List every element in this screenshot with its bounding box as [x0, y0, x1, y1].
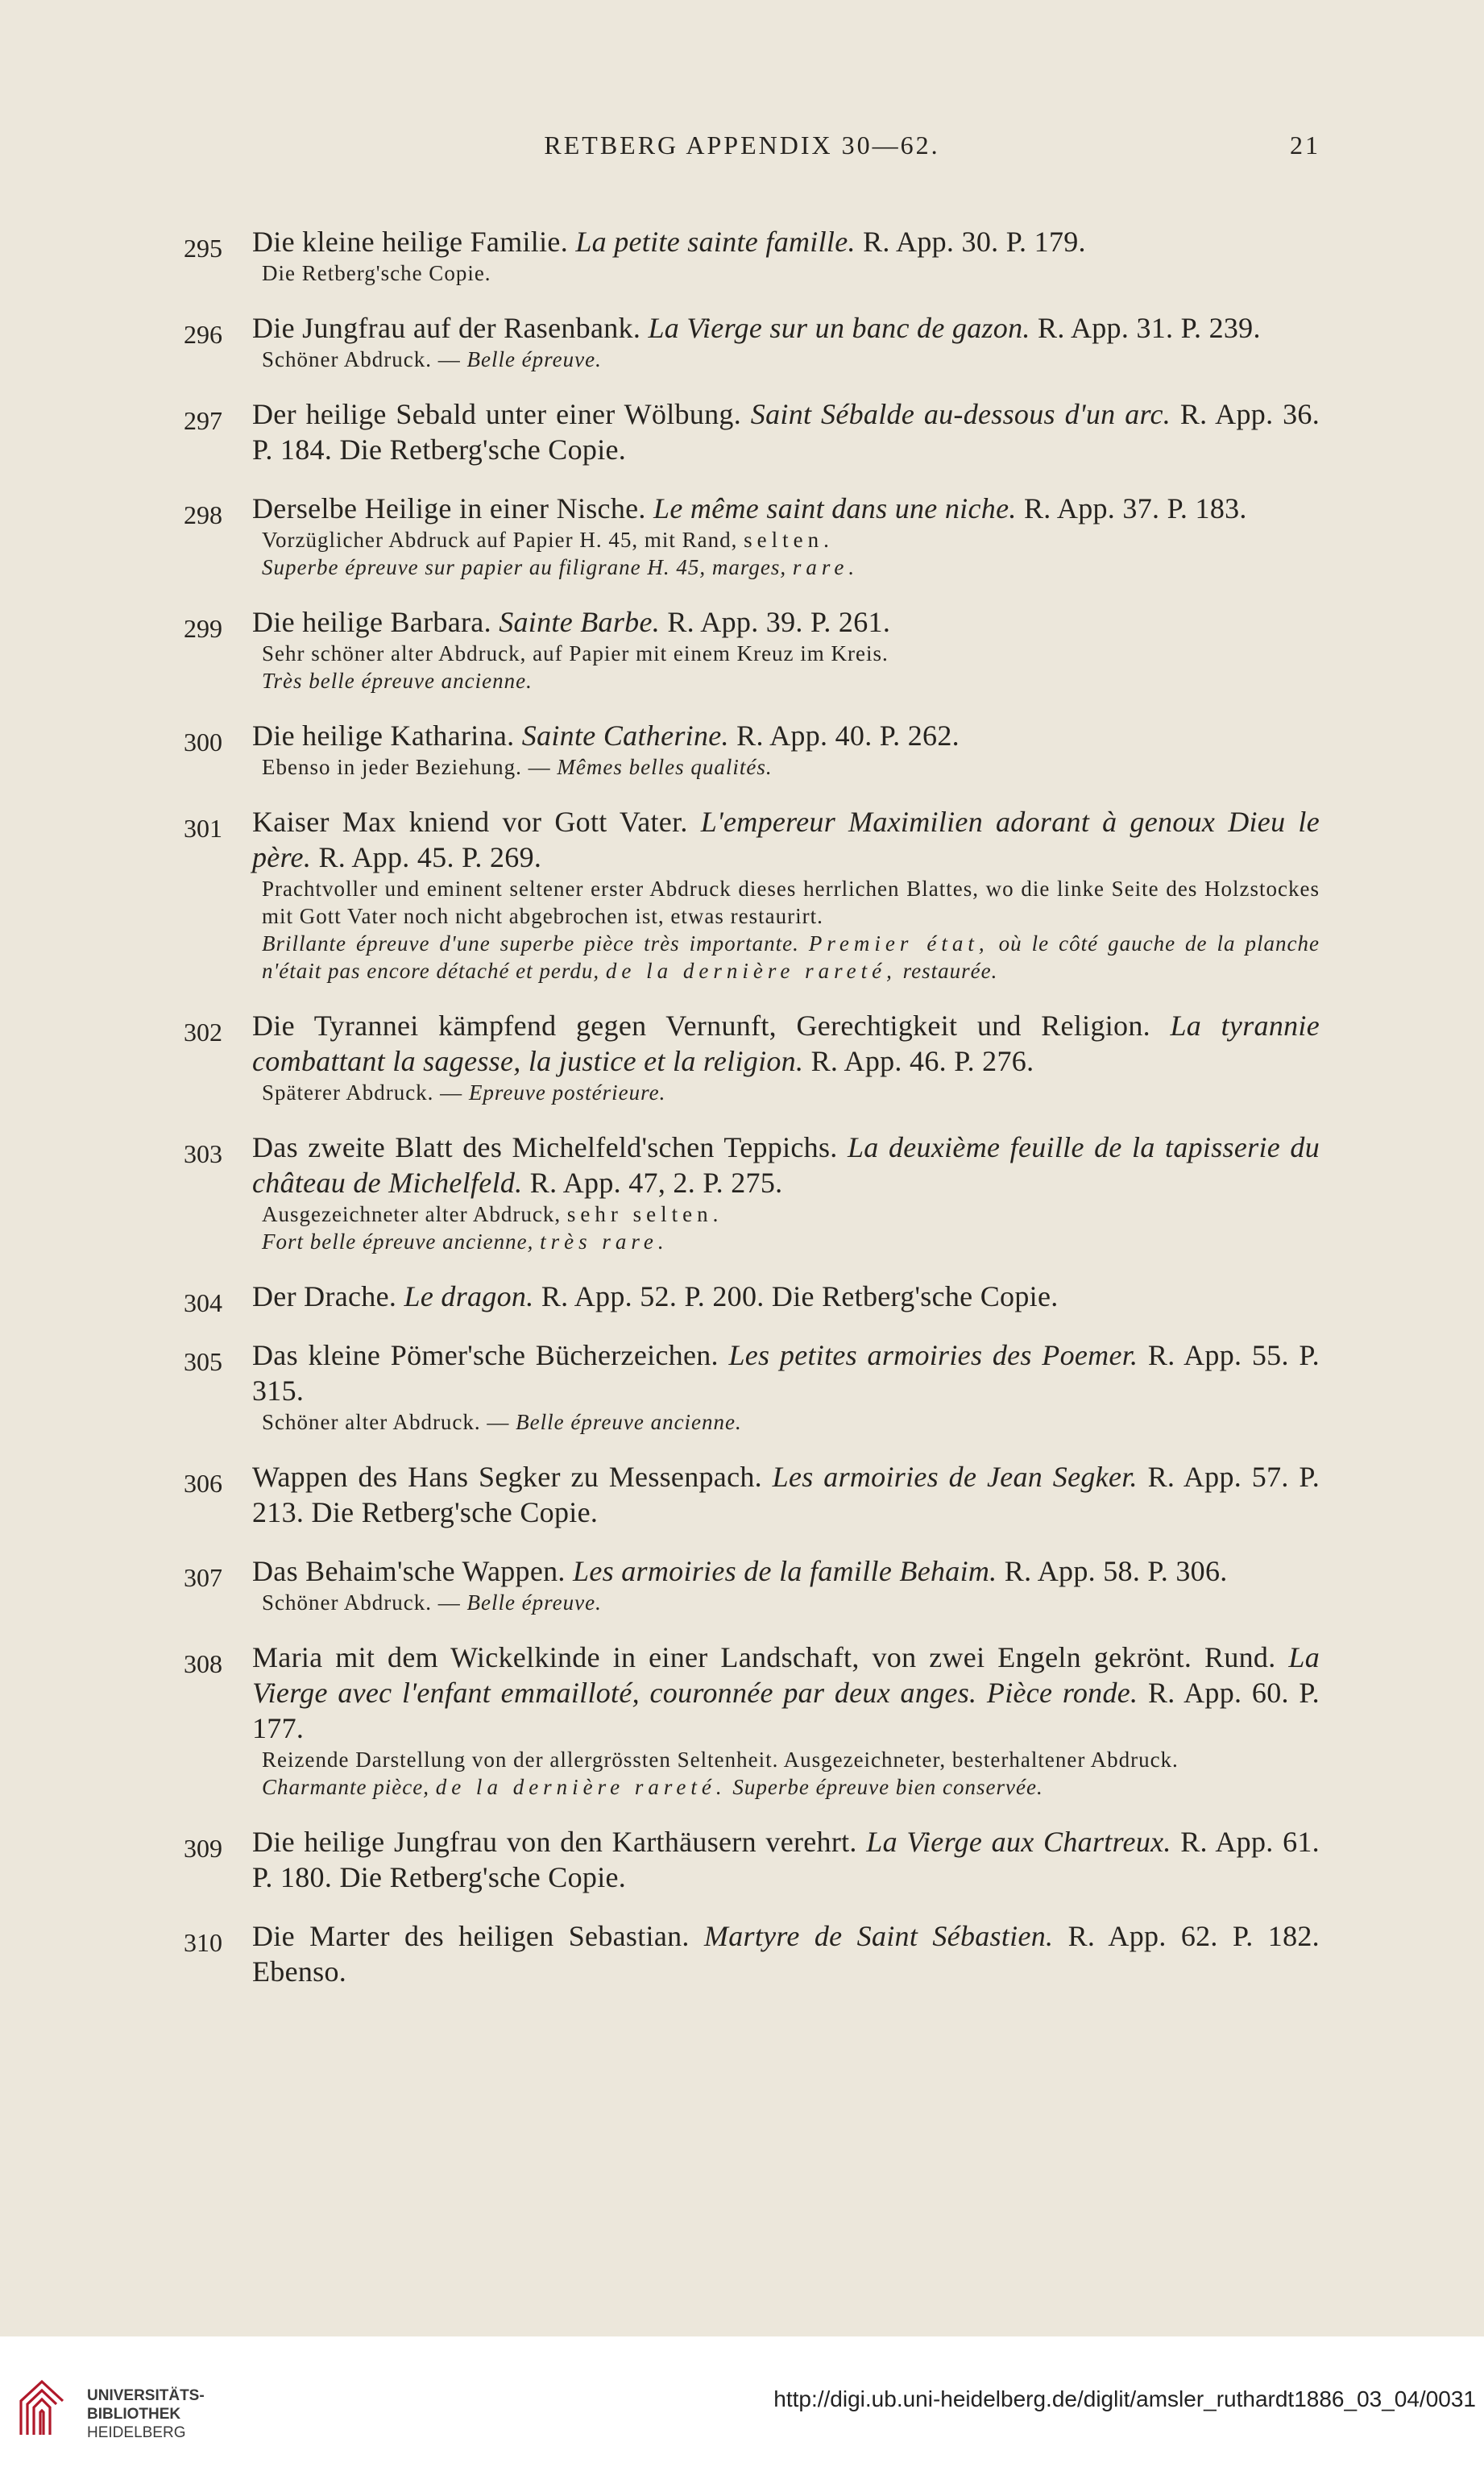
french-title: Les armoiries de la famille Behaim.	[573, 1555, 997, 1587]
catalogue-entry	[184, 1008, 1320, 1106]
german-title: Die kleine heilige Familie.	[252, 226, 568, 258]
remark: Die Retberg'sche Copie.	[311, 1496, 599, 1528]
note-french: Epreuve postérieure.	[468, 1080, 666, 1105]
french-title: La petite sainte famille.	[575, 226, 856, 258]
reference: R. App. 37. P. 183.	[1023, 492, 1247, 524]
note-french: Belle épreuve ancienne.	[516, 1410, 742, 1434]
german-title: Wappen des Hans Segker zu Messenpach.	[252, 1461, 762, 1493]
french-title: La deuxième feuille de la tapisserie du château de Michelfeld.	[252, 1131, 1320, 1199]
note-french	[262, 554, 1320, 581]
catalogue-entry	[184, 1130, 1320, 1255]
note-german: Die Retberg'sche Copie.	[262, 261, 491, 285]
entry-title	[252, 1130, 1320, 1200]
entry-number: 308	[184, 1649, 222, 1678]
note-german: Reizende Darstellung von der allergrössten Seltenheit. Ausgezeichneter, besterhaltener Abdruck.	[262, 1748, 1179, 1772]
entry-number: 295	[184, 234, 222, 263]
german-title: Derselbe Heilige in einer Nische.	[252, 492, 646, 524]
reference: R. App. 47, 2. P. 275.	[529, 1167, 783, 1199]
entry-number: 299	[184, 614, 222, 643]
reference: R. App. 46. P. 276.	[810, 1045, 1034, 1077]
note-french	[262, 1228, 1320, 1255]
remark: Die Retberg'sche Copie.	[339, 433, 627, 466]
entry-number: 307	[184, 1563, 222, 1592]
entry-title	[252, 491, 1320, 526]
library-name	[87, 2386, 205, 2442]
reference: R. App. 36. P. 184.	[252, 398, 1320, 466]
note	[262, 346, 1320, 373]
german-title: Der heilige Sebald unter einer Wölbung.	[252, 398, 742, 430]
catalogue-entry	[184, 1553, 1320, 1616]
french-title: La Vierge sur un banc de gazon.	[648, 312, 1030, 344]
entry-title	[252, 1553, 1320, 1589]
entry-title	[252, 1640, 1320, 1746]
french-title: La Vierge avec l'enfant emmailloté, couronnée par deux anges. Pièce ronde.	[252, 1641, 1320, 1709]
entry-title	[252, 718, 1320, 753]
catalogue-entry	[184, 1279, 1320, 1317]
reference: R. App. 55. P. 315.	[252, 1339, 1320, 1407]
note-german: Schöner Abdruck. —	[262, 1590, 461, 1615]
entry-title	[252, 224, 1320, 259]
entry-number: 305	[184, 1347, 222, 1376]
entry-number: 310	[184, 1928, 222, 1957]
catalogue-entry	[184, 804, 1320, 985]
note-french-part: où le côté gauche de la planche n'était pas encore détaché et perdu,	[262, 931, 1320, 983]
french-title: L'empereur Maximilien adorant à genoux Dieu le père.	[252, 806, 1320, 873]
german-title: Maria mit dem Wickelkinde in einer Landschaft, von zwei Engeln gekrönt. Rund.	[252, 1641, 1276, 1673]
german-title: Das zweite Blatt des Michelfeld'schen Teppichs.	[252, 1131, 838, 1163]
french-title: La Vierge aux Chartreux.	[866, 1826, 1171, 1858]
catalogue-entries	[184, 224, 1320, 2013]
note	[262, 1408, 1320, 1436]
note-french-text: Superbe épreuve sur papier au filigrane H. 45, marges,	[262, 555, 787, 579]
french-title: Les petites armoiries des Poemer.	[728, 1339, 1138, 1371]
entry-title	[252, 310, 1320, 346]
viewer-footer	[0, 2336, 1484, 2467]
german-title: Die heilige Jungfrau von den Karthäusern verehrt.	[252, 1826, 857, 1858]
reference: R. App. 39. P. 261.	[667, 606, 891, 638]
page-header	[0, 129, 1484, 161]
entry-number: 306	[184, 1469, 222, 1498]
french-title: Sainte Barbe.	[499, 606, 661, 638]
french-title: Le même saint dans une niche.	[653, 492, 1017, 524]
catalogue-entry	[184, 718, 1320, 781]
entry-number: 309	[184, 1834, 222, 1863]
reference: R. App. 61. P. 180.	[252, 1826, 1320, 1893]
remark: Ebenso.	[252, 1955, 347, 1988]
german-title: Das kleine Pömer'sche Bücherzeichen.	[252, 1339, 719, 1371]
entry-title	[252, 1824, 1320, 1895]
entry-number: 304	[184, 1288, 222, 1317]
catalogue-entry	[184, 1918, 1320, 1989]
catalogue-entry	[184, 396, 1320, 467]
note	[262, 1079, 1320, 1106]
note-german: Sehr schöner alter Abdruck, auf Papier mit einem Kreuz im Kreis.	[262, 641, 889, 665]
note-french	[262, 1773, 1320, 1801]
catalogue-entry	[184, 1824, 1320, 1895]
entry-title	[252, 1008, 1320, 1079]
entry-title	[252, 1279, 1320, 1314]
note-french-text: Fort belle épreuve ancienne,	[262, 1229, 534, 1254]
german-title: Der Drache.	[252, 1280, 397, 1312]
catalogue-entry	[184, 491, 1320, 581]
note-french-text: Charmante pièce,	[262, 1775, 429, 1799]
reference: R. App. 30. P. 179.	[863, 226, 1086, 258]
entry-number: 297	[184, 406, 222, 435]
note-french-spaced: très rare.	[540, 1229, 669, 1254]
catalogue-entry	[184, 604, 1320, 694]
french-title: La tyrannie combattant la sagesse, la justice et la religion.	[252, 1010, 1320, 1077]
french-title: Martyre de Saint Sébastien.	[703, 1920, 1054, 1952]
library-name-line: HEIDELBERG	[87, 2424, 186, 2441]
note-german: Schöner Abdruck. —	[262, 347, 461, 371]
note-german: Prachtvoller und eminent seltener erster Abdruck dieses herrlichen Blattes, wo die linke Seite des Holzstockes mit Gott Vater noch nicht abgebrochen ist, etwas restaurirt.	[262, 877, 1320, 928]
reference: R. App. 40. P. 262.	[736, 719, 960, 752]
catalogue-entry	[184, 1337, 1320, 1436]
note	[262, 1589, 1320, 1616]
german-title: Die Marter des heiligen Sebastian.	[252, 1920, 690, 1952]
reference: R. App. 52. P. 200.	[541, 1280, 765, 1312]
note-german	[262, 526, 1320, 554]
source-url-link[interactable]: http://digi.ub.uni-heidelberg.de/diglit/amsler_ruthardt1886_03_04/0031	[773, 2386, 1476, 2411]
french-title: Saint Sébalde au-dessous d'un arc.	[750, 398, 1171, 430]
french-title: Le dragon.	[404, 1280, 534, 1312]
note-french-part: restaurée.	[902, 959, 998, 983]
french-title: Les armoiries de Jean Segker.	[772, 1461, 1138, 1493]
german-title: Die heilige Barbara.	[252, 606, 491, 638]
entry-title	[252, 1337, 1320, 1408]
entry-number: 300	[184, 728, 222, 757]
note-french-part: Brillante épreuve d'une superbe pièce très importante.	[262, 931, 799, 956]
reference: R. App. 45. P. 269.	[318, 841, 542, 873]
library-name-line: BIBLIOTHEK	[87, 2406, 181, 2423]
page-number: 21	[1290, 131, 1320, 160]
french-title: Sainte Catherine.	[521, 719, 729, 752]
note-french: Belle épreuve.	[466, 347, 602, 371]
entry-number: 296	[184, 320, 222, 349]
reference: R. App. 60. P. 177.	[252, 1677, 1320, 1744]
reference: R. App. 62. P. 182.	[1067, 1920, 1320, 1952]
remark: Die Retberg'sche Copie.	[339, 1861, 627, 1893]
library-name-line: UNIVERSITÄTS-	[87, 2387, 205, 2404]
note-german-spaced: sehr selten.	[566, 1202, 723, 1226]
german-title: Die Tyrannei kämpfend gegen Vernunft, Gerechtigkeit und Religion.	[252, 1010, 1150, 1042]
note-french-text: Superbe épreuve bien conservée.	[732, 1775, 1043, 1799]
catalogue-entry	[184, 224, 1320, 287]
note-german-text: Ausgezeichneter alter Abdruck,	[262, 1202, 562, 1226]
entry-title	[252, 396, 1320, 467]
german-title: Die Jungfrau auf der Rasenbank.	[252, 312, 641, 344]
note-french-spaced: rare.	[792, 555, 860, 579]
running-title: RETBERG APPENDIX 30—62.	[544, 131, 940, 160]
note-german: Schöner alter Abdruck. —	[262, 1410, 510, 1434]
note-french: Belle épreuve.	[466, 1590, 602, 1615]
entry-title	[252, 804, 1320, 875]
note-french-spaced: de la dernière rareté.	[435, 1775, 727, 1799]
reference: R. App. 58. P. 306.	[1004, 1555, 1228, 1587]
entry-title	[252, 604, 1320, 640]
german-title: Kaiser Max kniend vor Gott Vater.	[252, 806, 688, 838]
note	[262, 753, 1320, 781]
catalogue-entry	[184, 1640, 1320, 1801]
note-german	[262, 1200, 1320, 1228]
note-french-spaced: Premier état,	[808, 931, 989, 956]
note-french: Très belle épreuve ancienne.	[262, 669, 533, 693]
note-french	[262, 930, 1320, 985]
reference: R. App. 57. P. 213.	[252, 1461, 1320, 1528]
entry-title	[252, 1918, 1320, 1989]
remark: Die Retberg'sche Copie.	[771, 1280, 1059, 1312]
entry-number: 298	[184, 500, 222, 529]
note-german: Ebenso in jeder Beziehung. —	[262, 755, 551, 779]
note-german: Späterer Abdruck. —	[262, 1080, 463, 1105]
catalogue-entry	[184, 1459, 1320, 1530]
catalogue-entry	[184, 310, 1320, 373]
reference: R. App. 31. P. 239.	[1038, 312, 1261, 344]
note-german-spaced: selten.	[744, 528, 834, 552]
note-french-spaced: de la dernière rareté,	[605, 959, 897, 983]
library-logo-icon	[15, 2377, 79, 2441]
entry-title	[252, 1459, 1320, 1530]
entry-number: 301	[184, 814, 222, 843]
note-german-text: Vorzüglicher Abdruck auf Papier H. 45, mit Rand,	[262, 528, 738, 552]
entry-number: 302	[184, 1018, 222, 1047]
german-title: Das Behaim'sche Wappen.	[252, 1555, 566, 1587]
german-title: Die heilige Katharina.	[252, 719, 515, 752]
entry-number: 303	[184, 1139, 222, 1168]
note-french: Mêmes belles qualités.	[557, 755, 773, 779]
